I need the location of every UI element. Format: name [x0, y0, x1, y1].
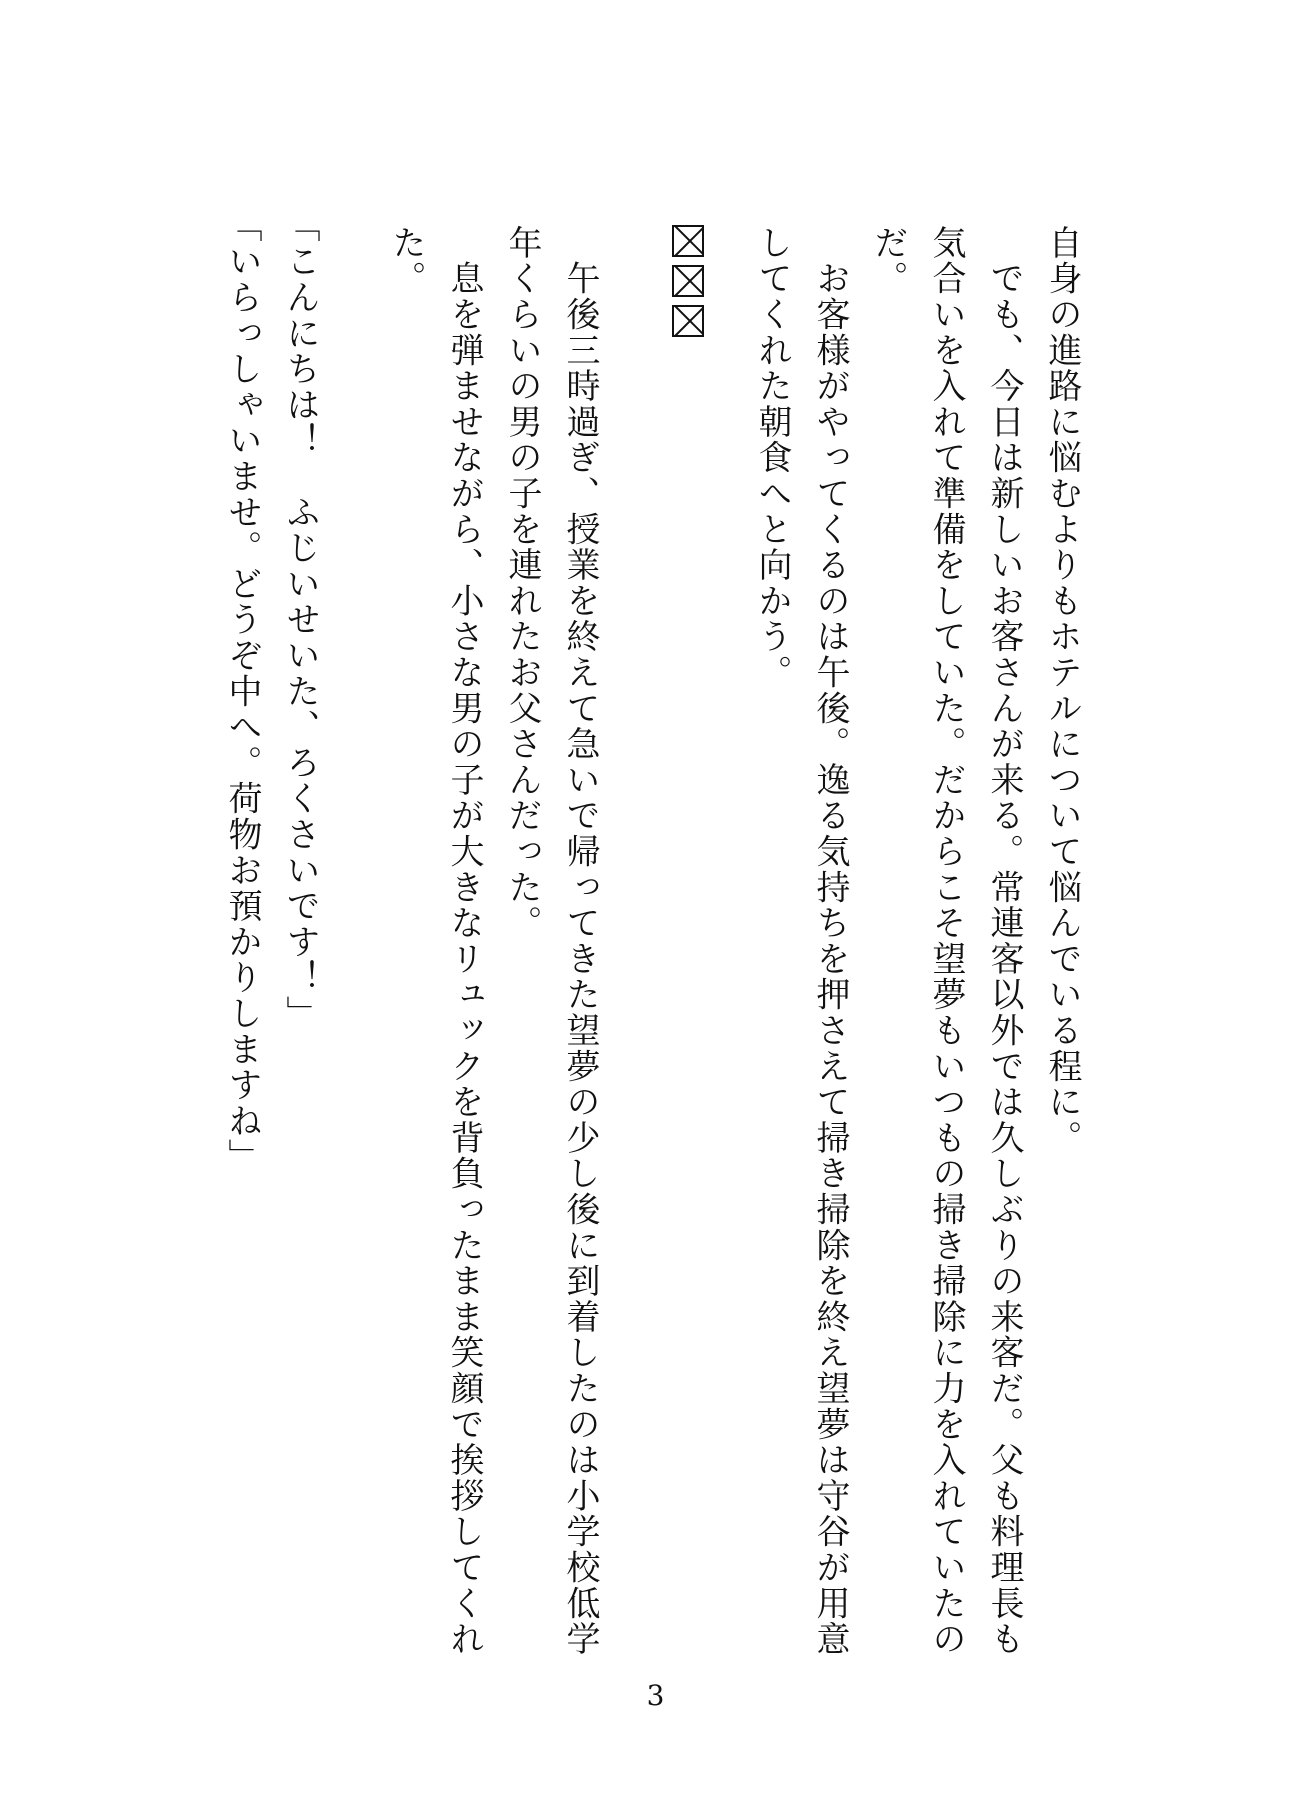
text-column-11: 「こんにちは！ ふじいせいた、ろくさいです！」 [280, 208, 320, 1032]
page-number: 3 [646, 1679, 665, 1712]
text-column-2: でも、今日は新しいお客さんが来る。常連客以外では久しぶりの来客だ。父も料理長も [984, 225, 1024, 1657]
text-column-8: 年くらいの男の子を連れたお父さんだった。 [502, 225, 542, 941]
section-break-box [672, 265, 704, 297]
section-break-box [672, 225, 704, 257]
text-column-7: 午後三時過ぎ、授業を終えて急いで帰ってきた望夢の少し後に到着したのは小学校低学 [560, 225, 600, 1657]
text-column-4: だ。 [868, 225, 908, 297]
section-break-marks [672, 225, 706, 345]
section-break-box [672, 305, 704, 337]
text-column-6: してくれた朝食へと向かう。 [752, 225, 792, 691]
text-column-5: お客様がやってくるのは午後。逸る気持ちを押さえて掃き掃除を終え望夢は守谷が用意 [810, 225, 850, 1657]
text-column-9: 息を弾ませながら、小さな男の子が大きなリュックを背負ったまま笑顔で挨拶してくれ [444, 225, 484, 1657]
text-column-10: た。 [386, 225, 426, 297]
text-column-3: 気合いを入れて準備をしていた。だからこそ望夢もいつもの掃き掃除に力を入れていたの [926, 225, 966, 1657]
text-column-12: 「いらっしゃいませ。どうぞ中へ。荷物お預かりしますね」 [222, 208, 262, 1175]
text-column-1: 自身の進路に悩むよりもホテルについて悩んでいる程に。 [1042, 225, 1082, 1156]
